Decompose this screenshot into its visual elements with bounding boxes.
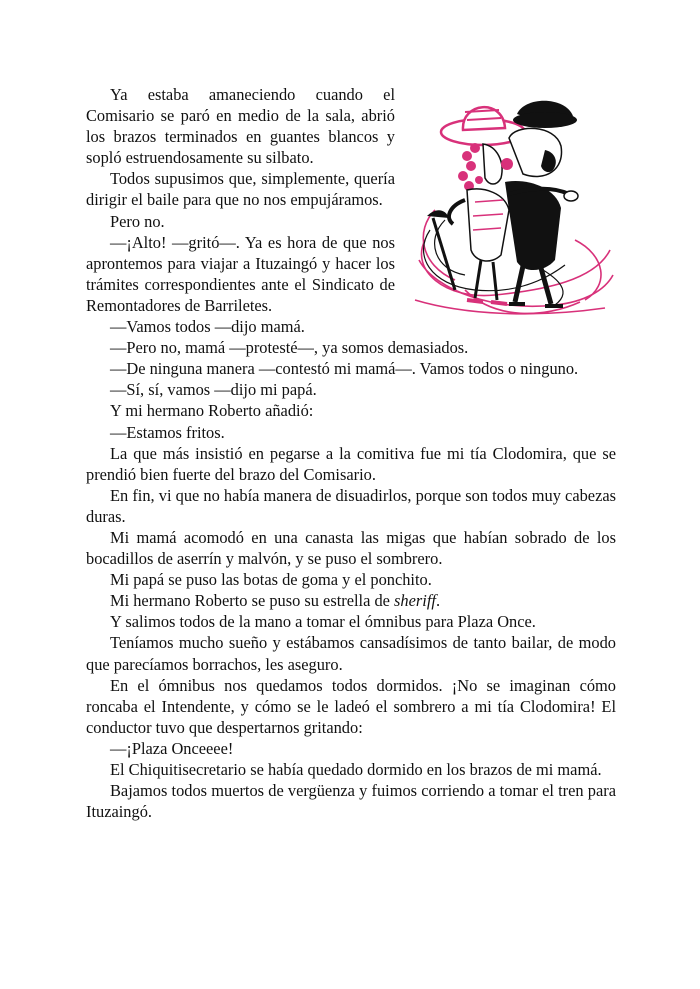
paragraph-6: —Pero no, mamá —protesté—, ya somos demasiados.	[110, 338, 469, 358]
paragraph-17: Teníamos mucho sueño y estábamos cansadísimos de tanto bailar, de modo que parecíamos borrachos, les aseguro.	[86, 633, 616, 674]
paragraph-15-after: .	[435, 591, 441, 611]
paragraph-4: —¡Alto! —gritó—. Ya es hora de que nos aprontemos para viajar a Ituzaingó y hacer los trámites correspondientes ante el Sindicato de Remontadores de Barriletes.	[86, 232, 395, 315]
paragraph-1: Ya estaba amaneciendo cuando el Comisario se paró en medio de la sala, abrió los brazos terminados en guantes blancos y sopló estruendosamente su silbato.	[86, 85, 395, 168]
paragraph-18: En el ómnibus nos quedamos todos dormidos. ¡No se imaginan cómo roncaba el Intendente, y cómo se le ladeó el sombrero a mi tía Clodomira! El conductor tuvo que despertarnos gritando:	[86, 675, 616, 737]
paragraph-13: Mi mamá acomodó en una canasta las migas que habían sobrado de los bocadillos de aserrín y malvón, y se puso el sombrero.	[86, 527, 616, 569]
paragraph-9: Y mi hermano Roberto añadió:	[110, 401, 314, 421]
paragraph-5: —Vamos todos —dijo mamá.	[110, 317, 305, 337]
sheriff-italic: sheriff	[394, 591, 436, 611]
paragraph-15-before: Mi hermano Roberto se puso su estrella de	[110, 591, 395, 611]
paragraph-19: —¡Plaza Onceeee!	[110, 738, 234, 758]
paragraph-21: Bajamos todos muertos de vergüenza y fuimos corriendo a tomar el tren para Ituzaingó.	[86, 781, 616, 822]
paragraph-15	[86, 590, 616, 611]
paragraph-12: En fin, vi que no había manera de disuadirlos, porque son todos muy cabezas duras.	[86, 485, 616, 526]
paragraph-11: La que más insistió en pegarse a la comitiva fue mi tía Clodomira, que se prendió bien fuerte del brazo del Comisario.	[86, 443, 616, 484]
paragraph-3: Pero no.	[110, 211, 165, 231]
paragraph-2: Todos supusimos que, simplemente, quería dirigir el baile para que no nos empujáramos.	[86, 169, 395, 210]
paragraph-8: —Sí, sí, vamos —dijo mi papá.	[110, 380, 317, 400]
paragraph-7: —De ninguna manera —contestó mi mamá—. Vamos todos o ninguno.	[110, 359, 579, 379]
story-text	[86, 84, 616, 822]
paragraph-20: El Chiquitisecretario se había quedado dormido en los brazos de mi mamá.	[110, 760, 602, 779]
paragraph-10: —Estamos fritos.	[110, 422, 225, 442]
paragraph-16: Y salimos todos de la mano a tomar el ómnibus para Plaza Once.	[110, 612, 536, 632]
paragraph-14: Mi papá se puso las botas de goma y el ponchito.	[110, 570, 432, 590]
